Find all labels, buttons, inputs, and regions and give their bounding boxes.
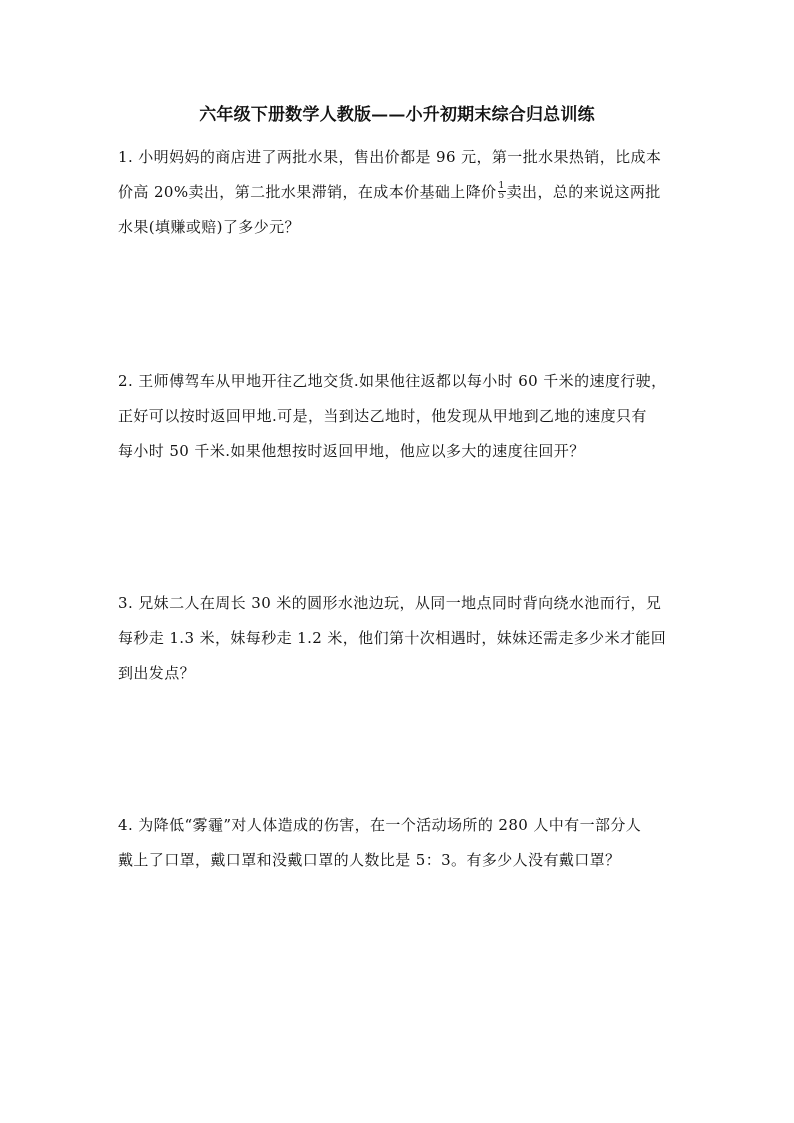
question-1-line-2-after: 卖出，总的来说这两批 xyxy=(506,183,661,201)
fraction-one-fifth xyxy=(498,182,506,201)
question-1-line-1: 1. 小明妈妈的商店进了两批水果，售出价都是 96 元，第一批水果热销，比成本 xyxy=(118,148,662,166)
question-3-line-1: 3. 兄妹二人在周长 30 米的圆形水池边玩，从同一地点同时背向绕水池而行，兄 xyxy=(118,594,662,612)
question-1-line-2 xyxy=(118,175,678,210)
question-2-line-2: 正好可以按时返回甲地.可是，当到达乙地时，他发现从甲地到乙地的速度只有 xyxy=(118,407,647,425)
question-4-line-1: 4. 为降低“雾霾”对人体造成的伤害，在一个活动场所的 280 人中有一部分人 xyxy=(118,816,642,834)
fraction-denominator: 5 xyxy=(498,190,505,201)
fraction-numerator: 1 xyxy=(498,180,505,191)
question-3-line-3: 到出发点？ xyxy=(118,664,196,682)
question-1 xyxy=(118,140,678,245)
question-2-line-3: 每小时 50 千米.如果他想按时返回甲地，他应以多大的速度往回开？ xyxy=(118,442,585,460)
question-1-line-2-before: 价高 20%卖出，第二批水果滞销，在成本价基础上降价 xyxy=(118,183,497,201)
question-3-line-2: 每秒走 1.3 米，妹每秒走 1.2 米，他们第十次相遇时，妹妹还需走多少米才能回 xyxy=(118,629,667,647)
question-2 xyxy=(118,364,678,469)
question-2-line-1: 2. 王师傅驾车从甲地开往乙地交货.如果他往返都以每小时 60 千米的速度行驶， xyxy=(118,372,667,390)
question-4 xyxy=(118,808,678,878)
document-title: 六年级下册数学人教版——小升初期末综合归总训练 xyxy=(199,105,595,125)
question-1-line-3: 水果(填赚或赔)了多少元？ xyxy=(118,218,300,236)
question-3 xyxy=(118,586,678,691)
question-4-line-2: 戴上了口罩，戴口罩和没戴口罩的人数比是 5：3。有多少人没有戴口罩？ xyxy=(118,851,621,869)
